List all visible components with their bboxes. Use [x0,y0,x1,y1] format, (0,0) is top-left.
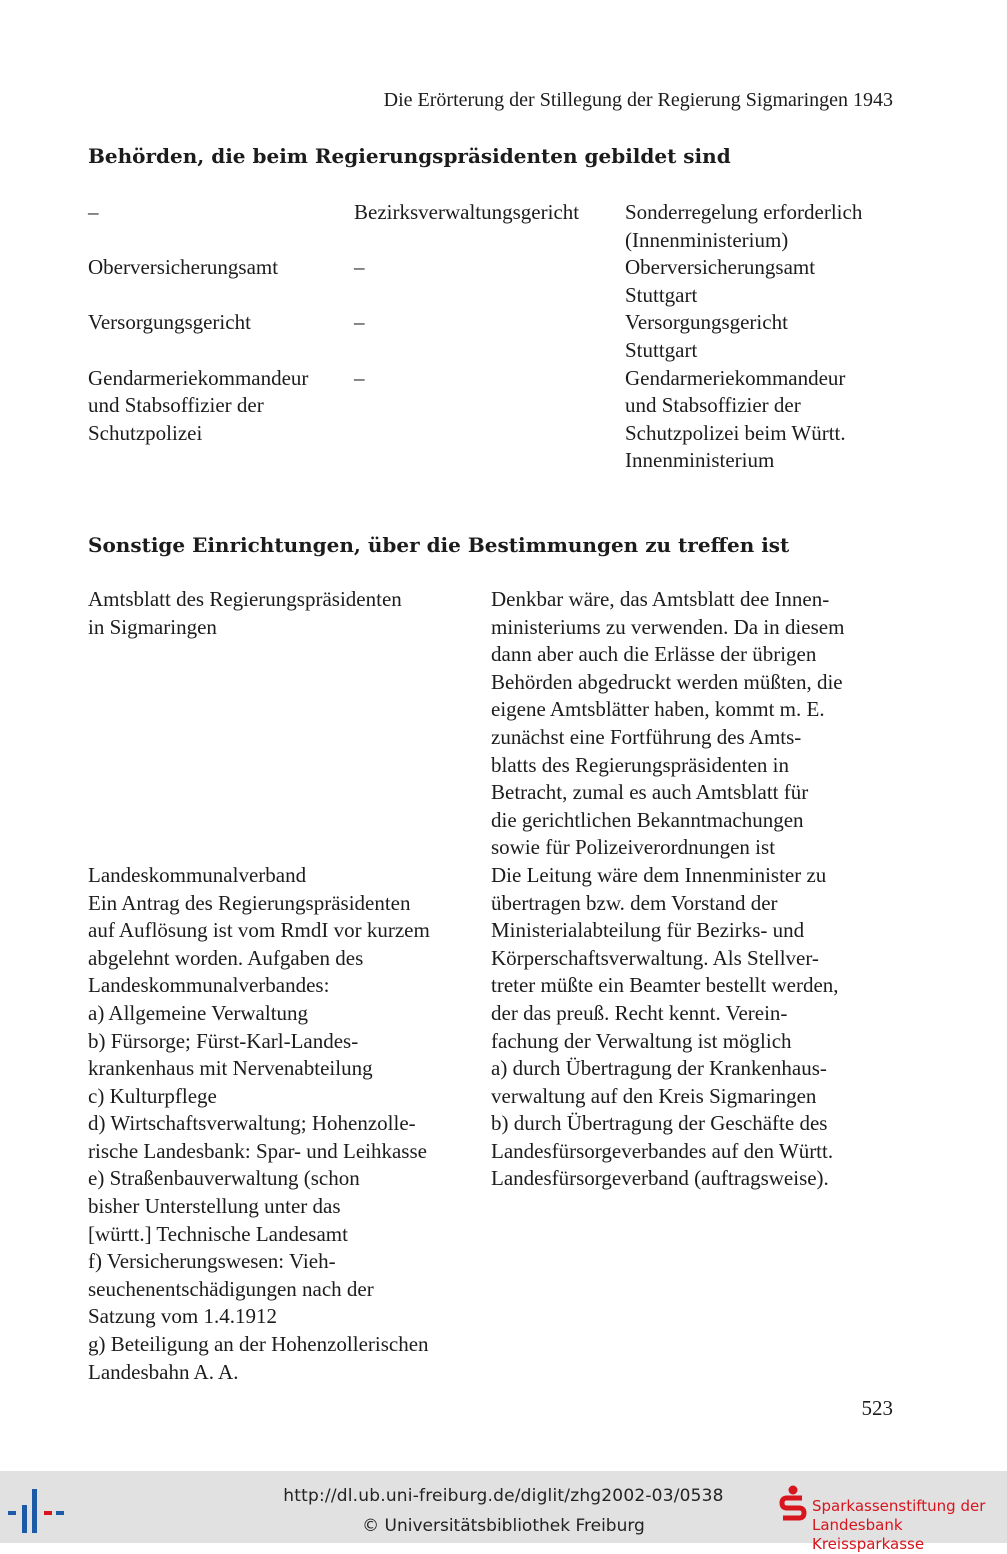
authority-row [88,254,915,309]
text-line: Landeskommunalverband [88,862,307,887]
text-line: der das preuß. Recht kennt. Verein- [491,1000,788,1025]
text-line: dann aber auch die Erlässe der übrigen [491,642,817,667]
text-line: Betracht, zumal es auch Amtsblatt für [491,780,809,805]
text-line: Die Leitung wäre dem Innenminister zu [491,862,827,887]
text-line: a) durch Übertragung der Krankenhaus- [491,1056,827,1081]
text-line: rische Landesbank: Spar- und Leihkasse [88,1138,427,1163]
text-line: Oberversicherungsamt [88,255,279,280]
authority-court-cell [354,309,624,337]
text-line: zunächst eine Fortführung des Amts- [491,724,802,749]
authority-new-cell [625,254,915,309]
text-line: verwaltung auf den Kreis Sigmaringen [491,1083,817,1108]
authorities-table [88,199,915,475]
text-line: Landeskommunalverbandes: [88,973,330,998]
text-line: [württ.] Technische Landesamt [88,1221,348,1246]
institutions-table [88,586,908,1386]
text-line: ministeriums zu verwenden. Da in diesem [491,614,845,639]
authority-old-cell [88,199,354,227]
institution-remark-cell [491,586,908,862]
authority-row [88,309,915,364]
text-line: Sonderregelung erforderlich [625,200,863,224]
authority-new-cell [625,365,915,475]
authority-old-cell [88,365,354,448]
text-line: Gendarmeriekommandeur [88,365,309,390]
authority-court-cell [354,254,624,282]
text-line: Innenministerium [625,448,775,473]
text-line: Oberversicherungsamt [625,255,816,280]
text-line: eigene Amtsblätter haben, kommt m. E. [491,697,825,722]
sponsor-line: Landesbank Kreissparkasse [812,1516,925,1553]
footer-bar [0,1471,1007,1553]
text-line: d) Wirtschaftsverwaltung; Hohenzolle- [88,1111,416,1136]
text-line: – [88,200,99,224]
authority-new-cell [625,309,915,364]
text-line: krankenhaus mit Nervenabteilung [88,1056,373,1081]
text-line: Versorgungsgericht [88,310,251,335]
sponsor-line: Sparkassenstiftung der [812,1497,986,1515]
text-line: b) Fürsorge; Fürst-Karl-Landes- [88,1028,359,1053]
page-number: 523 [861,1396,893,1420]
text-line: treter müßte ein Beamter bestellt werden, [491,973,839,998]
institution-name-cell [88,862,491,1386]
text-line: Stuttgart [625,337,698,362]
text-line: Schutzpolizei [88,420,203,445]
footer-copyright: © Universitätsbibliothek Freiburg [362,1516,645,1536]
text-line: übertragen bzw. dem Vorstand der [491,890,778,915]
sparkasse-s-logo-icon [778,1485,808,1525]
section-heading-authorities: Behörden, die beim Regierungspräsidenten gebildet sind [88,144,731,168]
text-line: Schutzpolizei beim Württ. [625,420,846,445]
text-line: b) durch Übertragung der Geschäfte des [491,1111,828,1136]
text-line: Denkbar wäre, das Amtsblatt dee Innen- [491,587,830,611]
text-line: e) Straßenbauverwaltung (schon [88,1166,360,1191]
text-line: Amtsblatt des Regierungspräsidenten [88,587,402,611]
text-line: – [354,255,365,280]
institution-name-cell [88,586,491,862]
text-line: und Stabsoffizier der [625,393,801,418]
authority-new-cell [625,199,915,254]
text-line: g) Beteiligung an der Hohenzollerischen [88,1332,429,1357]
text-line: abgelehnt worden. Aufgaben des [88,945,364,970]
text-line: Gendarmeriekommandeur [625,365,846,390]
authority-row [88,199,915,254]
text-line: sowie für Polizeiverordnungen ist [491,835,776,860]
text-line: – [354,310,365,335]
text-line: Stuttgart [625,282,698,307]
text-line: Landesfürsorgeverband (auftragsweise). [491,1166,829,1191]
text-line: c) Kulturpflege [88,1083,217,1108]
text-line: Landesfürsorgeverbandes auf den Württ. [491,1138,834,1163]
text-line: f) Versicherungswesen: Vieh- [88,1249,336,1274]
footer-url-link[interactable]: http://dl.ub.uni-freiburg.de/diglit/zhg2002-03/0538 [283,1486,724,1506]
text-line: und Stabsoffizier der [88,393,264,418]
institution-row [88,586,908,862]
text-line: Ministerialabteilung für Bezirks- und [491,918,805,943]
text-line: die gerichtlichen Bekanntmachungen [491,807,804,832]
section-heading-other-institutions: Sonstige Einrichtungen, über die Bestimmungen zu treffen ist [88,533,790,557]
sponsor-text [812,1497,1007,1554]
text-line: – [354,365,365,390]
text-line: Satzung vom 1.4.1912 [88,1304,277,1329]
authority-old-cell [88,254,354,282]
text-line: Landesbahn A. A. [88,1359,239,1384]
text-line: Ein Antrag des Regierungspräsidenten [88,890,411,915]
running-head: Die Erörterung der Stillegung der Regierung Sigmaringen 1943 [383,89,893,111]
text-line: bisher Unterstellung unter das [88,1194,341,1219]
text-line: fachung der Verwaltung ist möglich [491,1028,792,1053]
institution-remark-cell [491,862,908,1386]
authority-court-cell [354,365,624,393]
text-line: Bezirksverwaltungsgericht [354,200,580,224]
text-line: Körperschaftsverwaltung. Als Stellver- [491,945,819,970]
text-line: auf Auflösung ist vom RmdI vor kurzem [88,918,430,943]
text-line: (Innenministerium) [625,227,789,252]
authority-row [88,365,915,475]
authority-court-cell [354,199,624,227]
text-line: blatts des Regierungspräsidenten in [491,752,790,777]
institution-row [88,862,908,1386]
text-line: Versorgungsgericht [625,310,788,335]
text-line: seuchenentschädigungen nach der [88,1276,374,1301]
text-line: in Sigmaringen [88,614,217,639]
text-line: Behörden abgedruckt werden müßten, die [491,669,843,694]
authority-old-cell [88,309,354,337]
text-line: a) Allgemeine Verwaltung [88,1000,309,1025]
